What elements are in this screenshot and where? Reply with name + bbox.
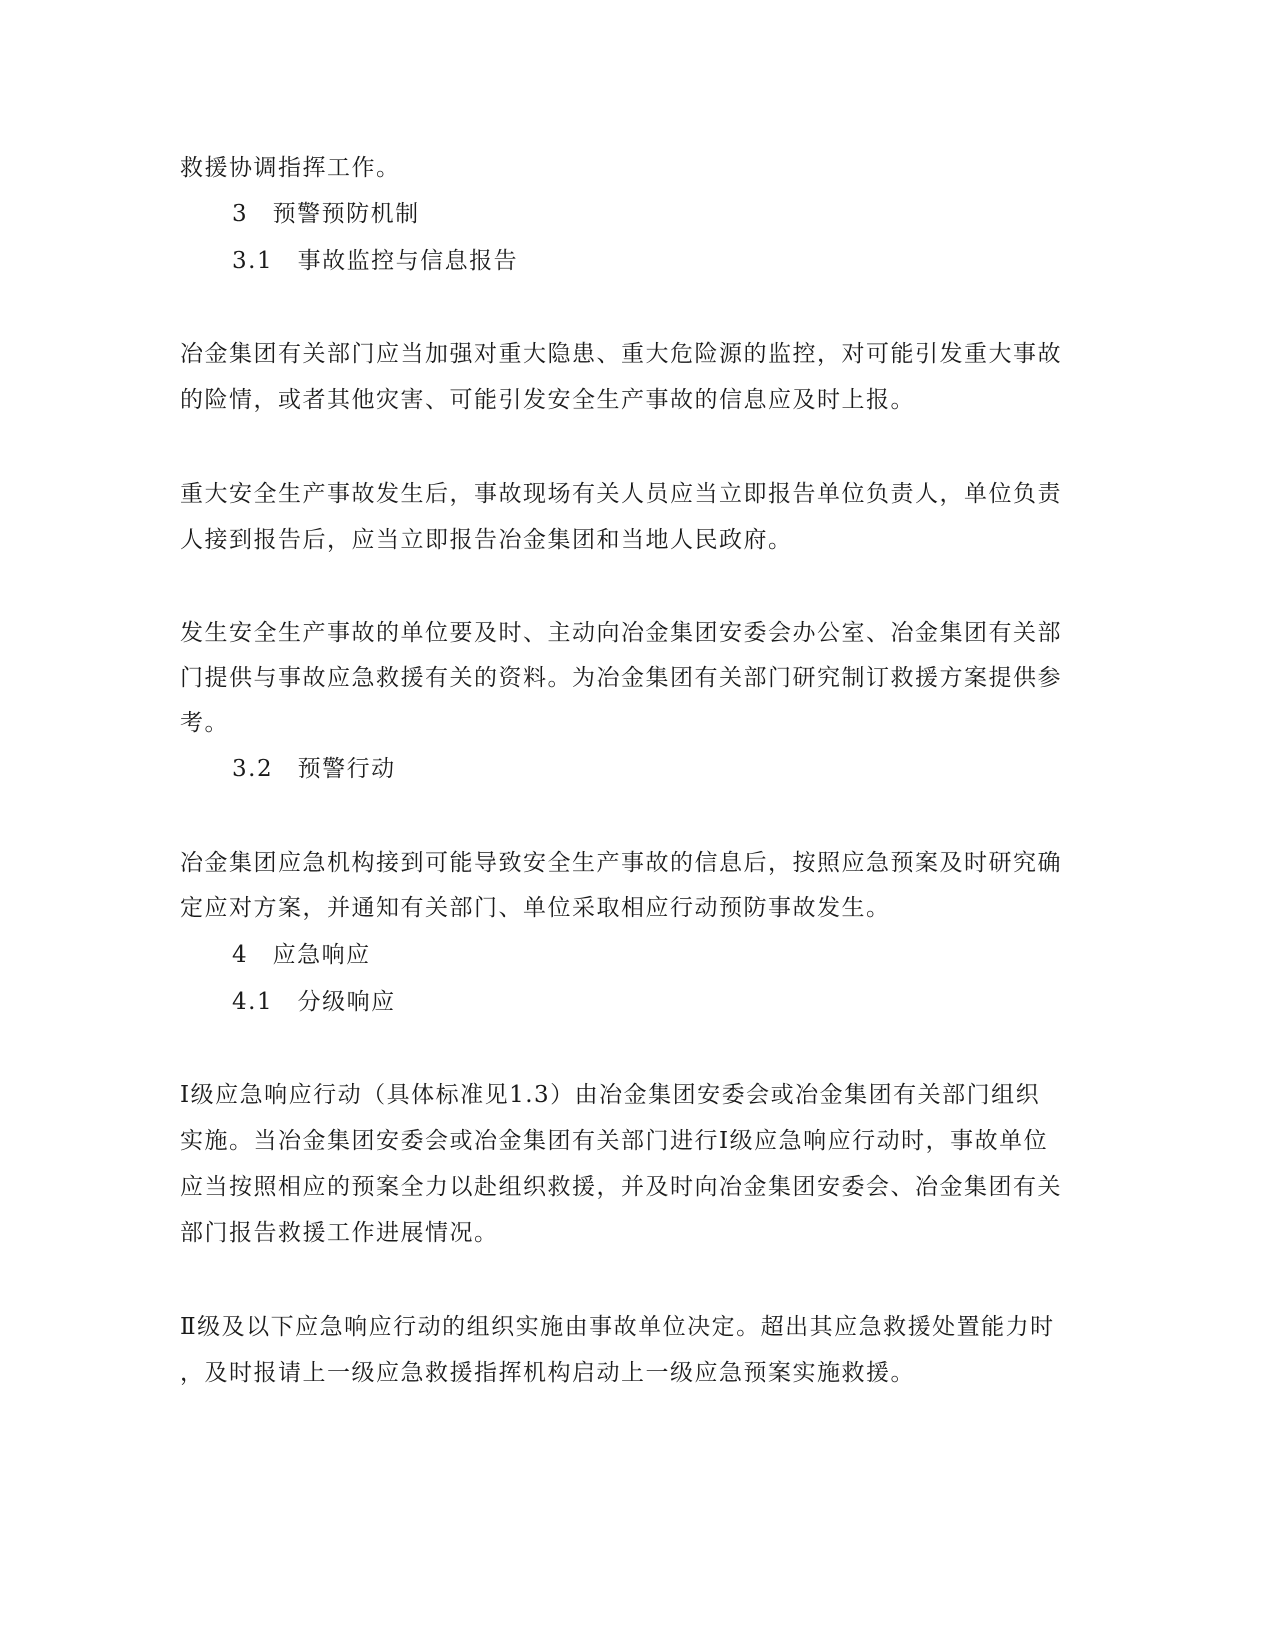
paragraph-line: 重大安全生产事故发生后，事故现场有关人员应当立即报告单位负责人，单位负责: [180, 481, 1062, 507]
paragraph-line: 实施。当冶金集团安委会或冶金集团有关部门进行Ⅰ级应急响应行动时，事故单位: [180, 1128, 1049, 1154]
subsection-heading: 4.1 分级响应: [232, 989, 396, 1015]
paragraph-line: ，及时报请上一级应急救援指挥机构启动上一级应急预案实施救援。: [180, 1360, 915, 1386]
paragraph-line: 应当按照相应的预案全力以赴组织救援，并及时向冶金集团安委会、冶金集团有关: [180, 1174, 1062, 1200]
paragraph-line: 考。: [180, 710, 229, 736]
paragraph-line: 部门报告救援工作进展情况。: [180, 1220, 499, 1246]
subsection-heading: 3.2 预警行动: [232, 756, 396, 782]
paragraph-line: 定应对方案，并通知有关部门、单位采取相应行动预防事故发生。: [180, 895, 891, 921]
section-heading: 4 应急响应: [232, 942, 371, 968]
paragraph-line: 救援协调指挥工作。: [180, 155, 401, 181]
section-heading: 3 预警预防机制: [232, 201, 420, 227]
paragraph-line: Ⅱ级及以下应急响应行动的组织实施由事故单位决定。超出其应急救援处置能力时: [180, 1314, 1055, 1340]
paragraph-line: 的险情，或者其他灾害、可能引发安全生产事故的信息应及时上报。: [180, 387, 915, 413]
paragraph-line: 冶金集团应急机构接到可能导致安全生产事故的信息后，按照应急预案及时研究确: [180, 850, 1062, 876]
paragraph-line: 人接到报告后，应当立即报告冶金集团和当地人民政府。: [180, 527, 793, 553]
subsection-heading: 3.1 事故监控与信息报告: [232, 248, 519, 274]
paragraph-line: 发生安全生产事故的单位要及时、主动向冶金集团安委会办公室、冶金集团有关部: [180, 620, 1062, 646]
paragraph-line: Ⅰ级应急响应行动（具体标准见1.3）由冶金集团安委会或冶金集团有关部门组织: [180, 1082, 1041, 1108]
paragraph-line: 门提供与事故应急救援有关的资料。为冶金集团有关部门研究制订救援方案提供参: [180, 665, 1062, 691]
paragraph-line: 冶金集团有关部门应当加强对重大隐患、重大危险源的监控，对可能引发重大事故: [180, 341, 1062, 367]
